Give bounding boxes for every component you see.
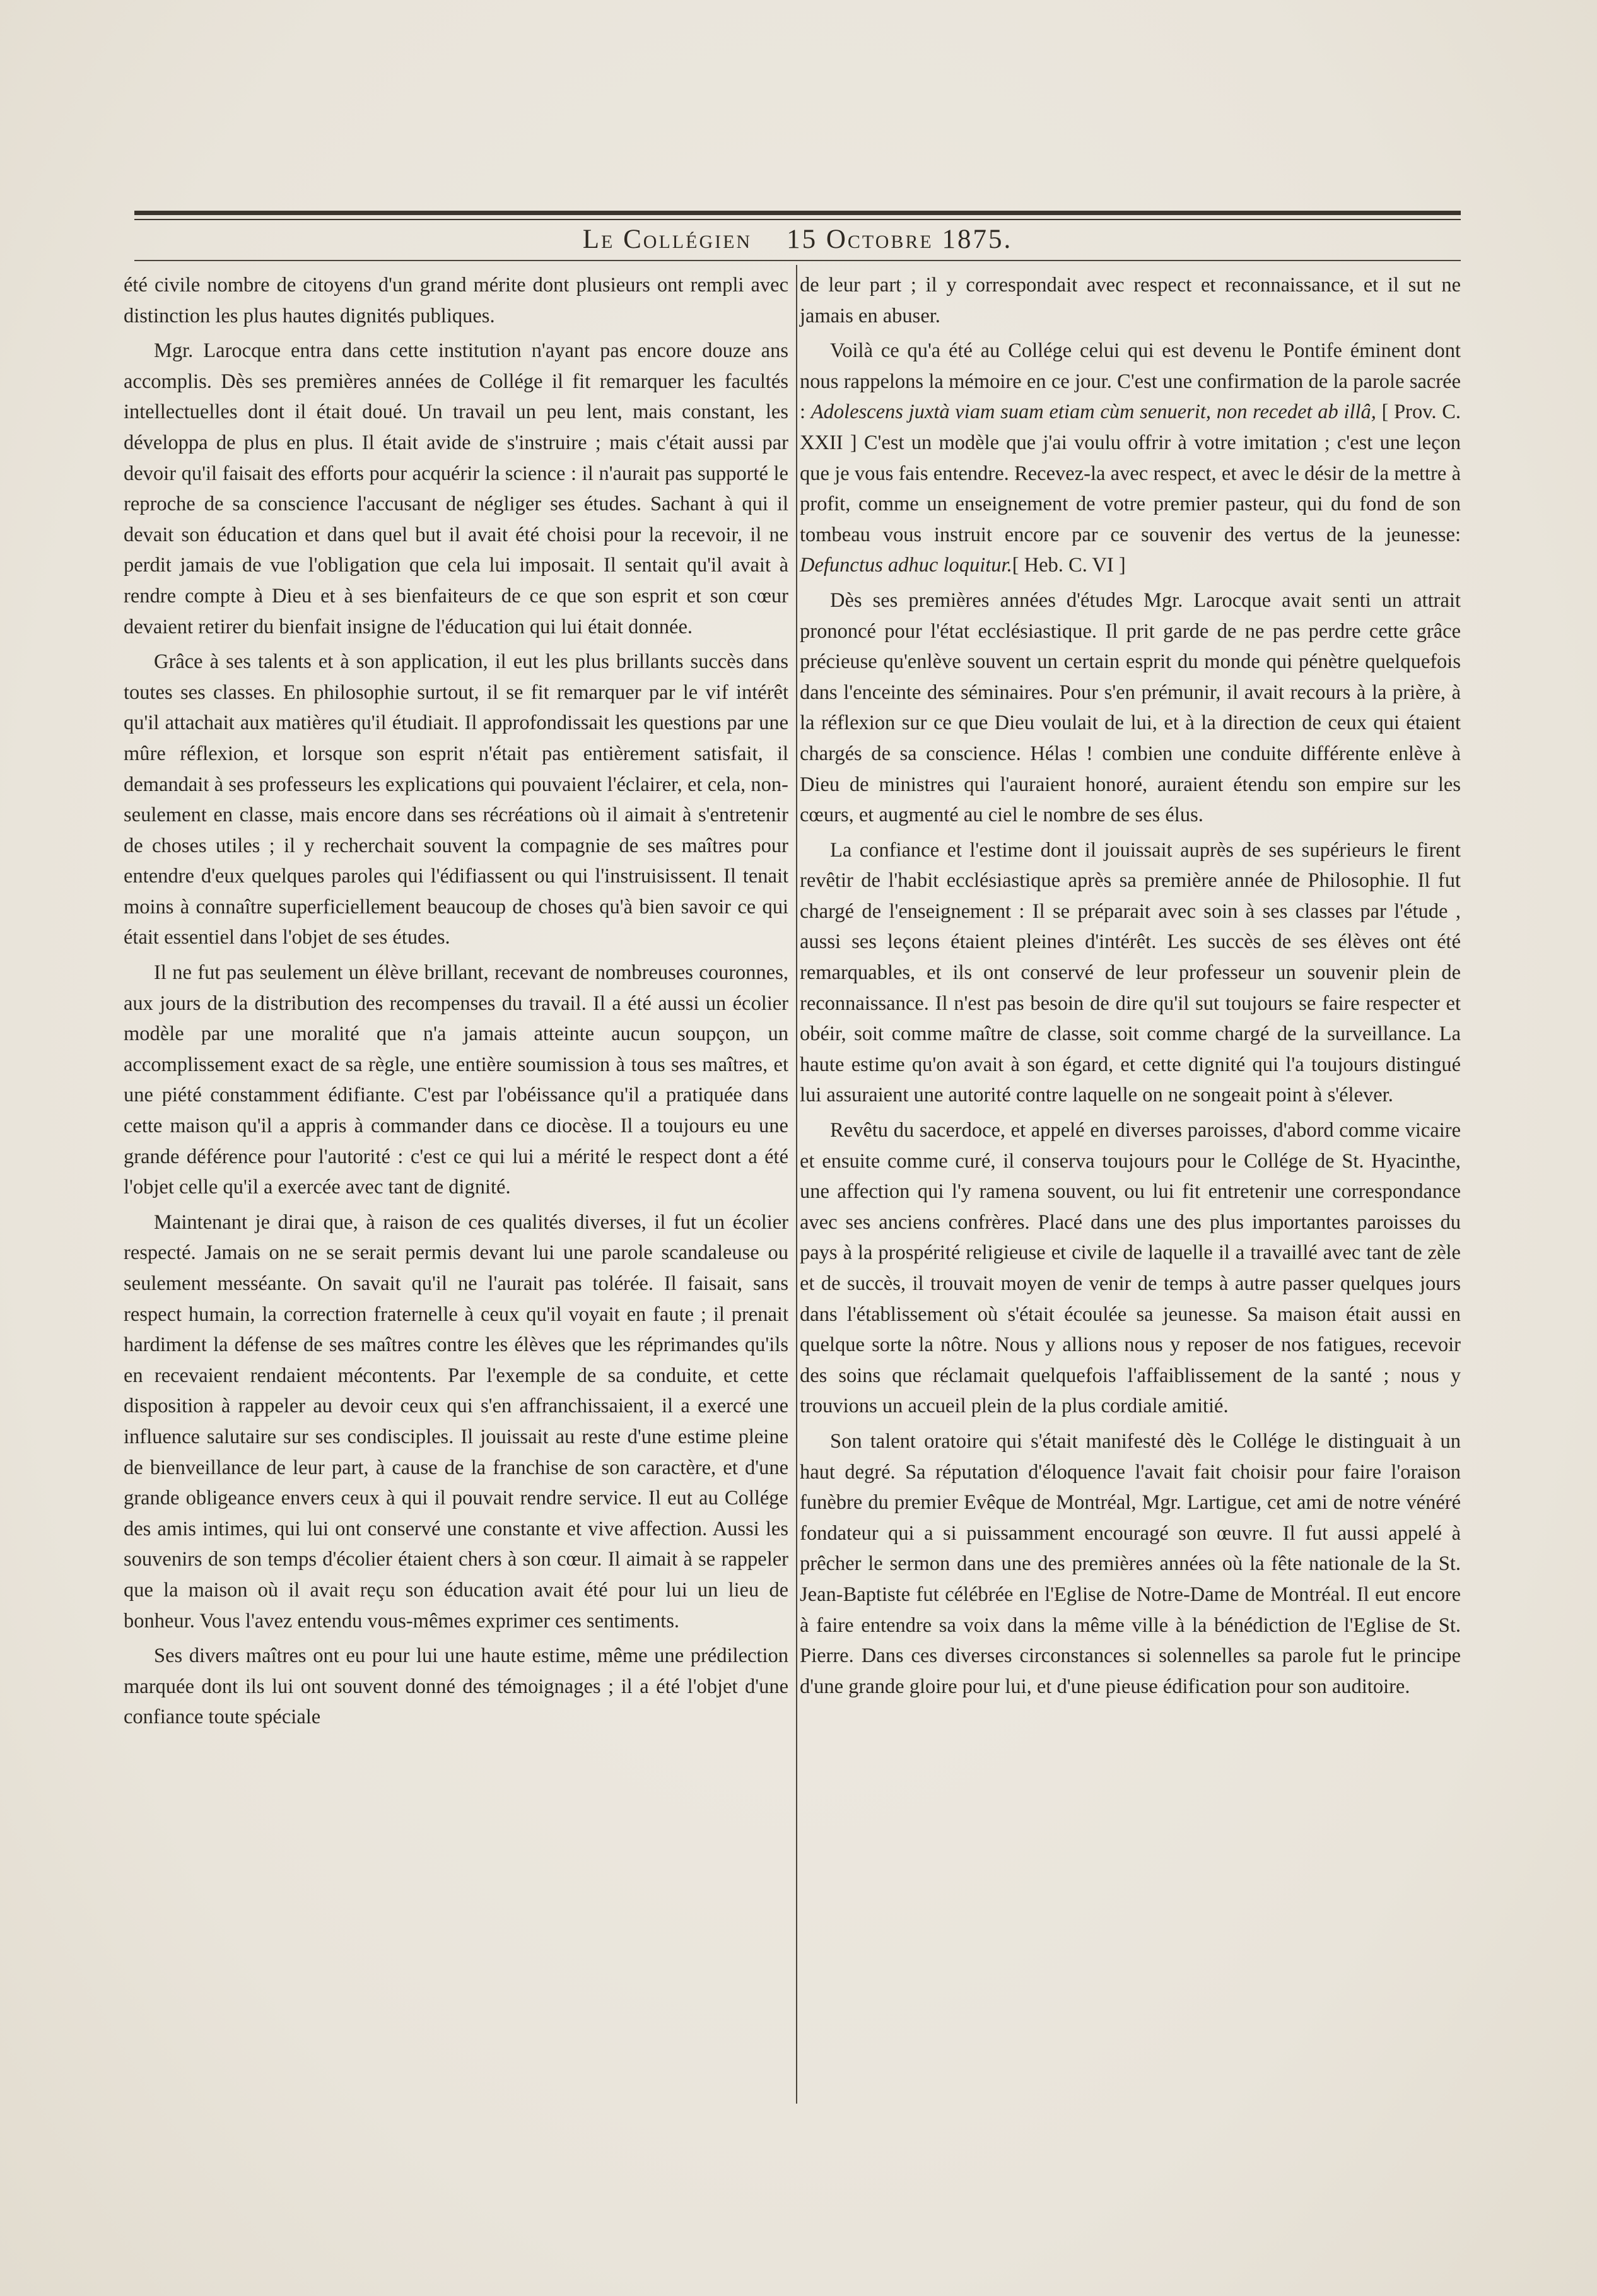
paragraph: Dès ses premières années d'études Mgr. Larocque avait senti un attrait prononcé pour l'état ecclésiastique. Il prit garde de ne pas perdre cette grâce précieuse qu'enlève souvent un certain esprit du monde qui pénètre quelquefois dans l'enceinte des séminaires. Pour s'en prémunir, il avait recours à la prière, à la réflexion sur ce que Dieu voulait de lui, et à la direction de ceux qui étaient chargés de sa conscience. Hélas ! combien une conduite différente enlève à Dieu de ministres qui l'auraient honoré, auraient étendu son empire sur les cœurs, et augmenté au ciel le nombre de ses élus. (800, 589, 1461, 827)
citation: [ Heb. C. VI ] (1012, 554, 1126, 577)
paragraph: Maintenant je dirai que, à raison de ces qualités diverses, il fut un écolier respecté. Jamais on ne se serait permis devant lui une parole scandaleuse ou seulement messéante. On savait qu'il ne l'aurait pas tolérée. Il faisait, sans respect humain, la correction fraternelle à ceux qu'il voyait en faute ; il prenait hardiment la défense de ses maîtres contre les élèves que les réprimandes qu'ils en recevaient rendaient mécontents. Par l'exemple de sa conduite, et cette disposition à rappeler au devoir ceux qui s'en affranchissaient, il a exercé une influence salutaire sur ses condisciples. Il jouissait au reste d'une estime pleine de bienveillance de leur part, à cause de la franchise de son caractère, et d'une grande obligeance envers ceux à qui il pouvait rendre service. Il eut au Collége des amis intimes, qui lui ont conservé une constante et vive affection. Aussi les souvenirs de son temps d'écolier étaient chers à son cœur. Il aimait à se rappeler que la maison où il avait reçu son éducation avait été pour lui un lieu de bonheur. Vous l'avez entendu vous-mêmes exprimer ces sentiments. (124, 1210, 788, 1632)
paragraph: La confiance et l'estime dont il jouissait auprès de ses supérieurs le firent revêtir de l'habit ecclésiastique après sa première année de Philosophie. Il fut chargé de l'enseignement : Il se préparait avec soin à ses classes par l'étude , aussi ses leçons étaient pleines d'intérêt. Les succès de ses élèves ont été remarquables, et ils ont conservé de leur professeur un souvenir plein de reconnaissance. Il n'est pas besoin de dire qu'il sut toujours se faire respecter et obéir, soit comme maître de classe, soit comme chargé de la surveillance. La haute estime qu'on avait à son égard, et cette dignité qui l'a toujours distingué lui assuraient une autorité contre laquelle on ne songeait point à s'élever. (800, 838, 1461, 1107)
left-column (124, 270, 788, 1733)
paragraph: Revêtu du sacerdoce, et appelé en diverses paroisses, d'abord comme vicaire et ensuite comme curé, il conserva toujours pour le Collége de St. Hyacinthe, une affection qui l'y ramena souvent, ou lui fit entretenir une correspondance avec ses anciens confrères. Placé dans une des plus importantes paroisses du pays à la prospérité religieuse et civile de laquelle il a travaillé avec tant de zèle et de succès, il trouvait moyen de venir de temps à autre passer quelques jours dans l'établissement où s'était écoulée sa jeunesse. Sa maison était aussi en quelque sorte la nôtre. Nous y allions nous y reposer de nos fatigues, recevoir des soins que réclamait quelquefois l'affaiblissement de la santé ; nous y trouvions un accueil plein de la plus cordiale amitié. (800, 1119, 1461, 1418)
header-rule-under (134, 260, 1461, 261)
issue-date: 15 Octobre 1875. (787, 225, 1013, 254)
masthead-title: Le Collégien (582, 225, 752, 254)
paragraph: Mgr. Larocque entra dans cette institution n'ayant pas encore douze ans accomplis. Dès ses premières années de Collége il fit remarquer les facultés intellectuelles dont il était doué. Un travail un peu lent, mais constant, les développa de plus en plus. Il était avide de s'instruire ; mais c'était aussi par devoir qu'il faisait des efforts pour acquérir la science : il n'aurait pas supporté le reproche de sa conscience l'accusant de négliger ses études. Sachant à qui il devait son éducation et dans quel but il avait été choisi pour la recevoir, il ne perdit jamais de vue l'obligation que cela lui imposait. Il sentait qu'il avait à rendre compte à Dieu et à ses bienfaiteurs de ce que son esprit et son cœur devaient retirer du bienfait insigne de l'éducation qui lui était donnée. (124, 339, 788, 638)
column-divider (796, 265, 797, 2104)
latin-quote: Defunctus adhuc loquitur. (800, 554, 1012, 577)
paragraph: Il ne fut pas seulement un élève brillant, recevant de nombreuses couronnes, aux jours de la distribution des recompenses du travail. Il a été aussi un écolier modèle par une moralité que n'a jamais atteinte aucun soupçon, un accomplissement exact de sa règle, une entière soumission à tous ses maîtres, et une piété constamment édifiante. C'est par l'obéissance qu'il a pratiquée dans cette maison qu'il a appris à commander dans ce diocèse. Il a toujours eu une grande déférence pour l'autorité : c'est ce qui lui a mérité le respect dont a été l'objet celle qu'il a exercée avec tant de dignité. (124, 961, 788, 1199)
paragraph: Son talent oratoire qui s'était manifesté dès le Collége le distinguait à un haut degré. Sa réputation d'éloquence l'avait fait choisir pour faire l'oraison funèbre du premier Evêque de Montréal, Mgr. Lartigue, cet ami de notre vénéré fondateur qui a si puissamment encouragé son œuvre. Il fut aussi appelé à prêcher le sermon dans une des premières années où la fête nationale de la St. Jean-Baptiste fut célébrée en l'Eglise de Notre-Dame de Montréal. Il eut encore à faire entendre sa voix dans la même ville à la bénédiction de l'Eglise de St. Pierre. Dans ces diverses circonstances si solennelles sa parole fut le principe d'une grande gloire pour lui, et d'une pieuse édification pour son auditoire. (800, 1429, 1461, 1698)
right-column (800, 270, 1461, 1702)
paragraph (800, 336, 1461, 581)
paragraph: Ses divers maîtres ont eu pour lui une haute estime, même une prédilection marquée dont ils lui ont souvent donné des témoignages ; il a été l'objet d'une confiance toute spéciale (124, 1644, 788, 1729)
paragraph: Grâce à ses talents et à son application, il eut les plus brillants succès dans toutes ses classes. En philosophie surtout, il se fit remarquer par le vif intérêt qu'il attachait aux matières qu'il étudiait. Il approfondissait les questions par une mûre réflexion, et lorsque son esprit n'était pas entièrement satisfait, il demandait à ses professeurs les explications qui pouvaient l'éclairer, et cela, non-seulement en classe, mais encore dans ses récréations où il aimait à s'entretenir de choses utiles ; il y recherchait souvent la compagnie de ses maîtres pour entendre d'eux quelques paroles qui l'édifiassent ou qui l'instruisissent. Il tenait moins à connaître superficiellement beaucoup de choses qu'à bien savoir ce qui était essentiel dans l'objet de ses études. (124, 650, 788, 949)
paragraph: de leur part ; il y correspondait avec respect et reconnaissance, et il sut ne jamais en abuser. (800, 274, 1461, 327)
paragraph: été civile nombre de citoyens d'un grand mérite dont plusieurs ont rempli avec distinction les plus hautes dignités publiques. (124, 274, 788, 327)
page-header (134, 221, 1461, 259)
header-rule-thick (134, 211, 1461, 215)
latin-quote: Adolescens juxtà viam suam etiam cùm senuerit, non recedet ab illâ, (810, 401, 1376, 424)
text-run: [ Prov. C. XXII ] C'est un modèle que j'ai voulu offrir à votre imitation ; c'est une leçon que je vous fais entendre. Recevez-la avec respect, et avec le désir de la mettre à profit, comme un enseignement de votre premier pasteur, qui du fond de son tombeau vous instruit encore par ce souvenir des vertus de la jeunesse: (800, 401, 1461, 546)
header-rule-thin (134, 219, 1461, 220)
text-run: Voilà ce qu'a été au Collége celui qui est devenu le Pontife éminent dont nous rappelons la mémoire en ce jour. C'est une confirmation de la parole sacrée : (800, 339, 1461, 424)
